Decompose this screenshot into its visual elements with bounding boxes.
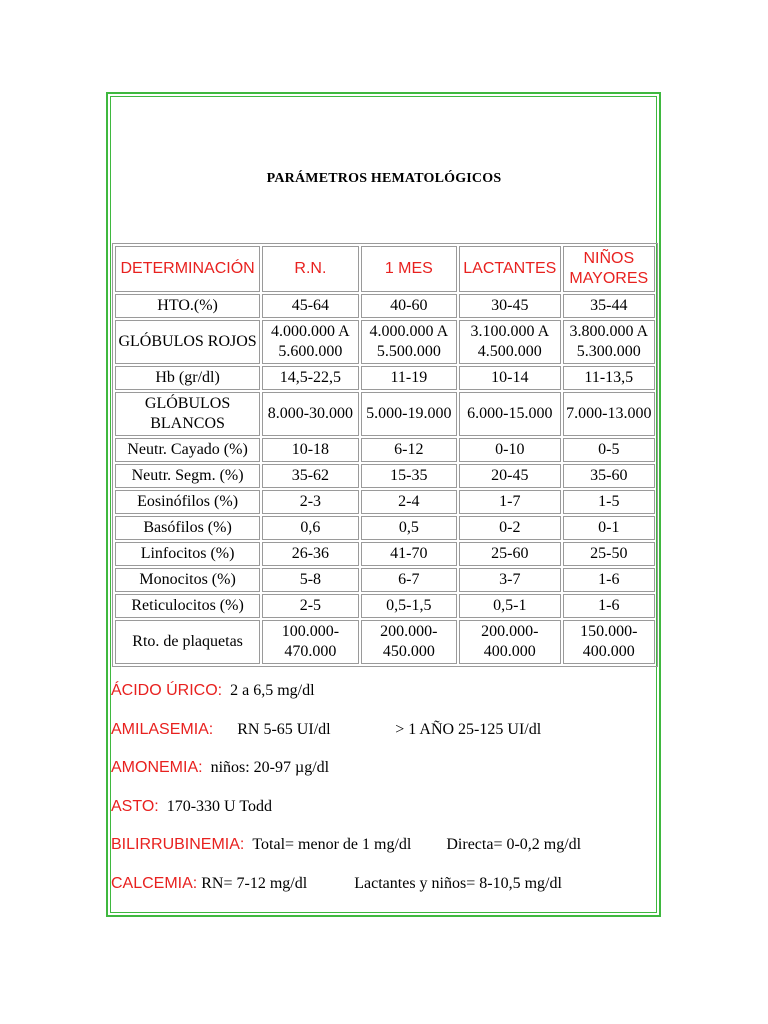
table-cell: 35-62	[262, 464, 358, 488]
note-acido-urico	[111, 681, 651, 701]
table-cell: 10-14	[459, 366, 561, 390]
table-cell: 5.000-19.000	[361, 392, 457, 436]
table-row	[115, 464, 655, 488]
table-row	[115, 366, 655, 390]
table-cell: 35-44	[563, 294, 655, 318]
table-row	[115, 294, 655, 318]
table-row	[115, 568, 655, 592]
note-label: ASTO:	[111, 797, 159, 815]
table-cell: 3.800.000 A 5.300.000	[563, 320, 655, 364]
header-lactantes: LACTANTES	[459, 246, 561, 292]
table-cell: 0-2	[459, 516, 561, 540]
table-cell: 1-5	[563, 490, 655, 514]
table-cell: 25-50	[563, 542, 655, 566]
note-label: CALCEMIA:	[111, 874, 198, 892]
note-amonemia	[111, 758, 651, 778]
note-value: 170-330 U Todd	[166, 797, 272, 815]
note-value: Total= menor de 1 mg/dl	[252, 836, 412, 853]
row-label: GLÓBULOS BLANCOS	[115, 392, 260, 436]
note-asto	[111, 797, 651, 817]
table-cell: 0,5-1,5	[361, 594, 457, 618]
table-row	[115, 620, 655, 664]
table-cell: 0,5-1	[459, 594, 561, 618]
table-row	[115, 490, 655, 514]
note-bilirrubinemia	[111, 835, 651, 855]
row-label: Neutr. Cayado (%)	[115, 438, 260, 462]
page-title: PARÁMETROS HEMATOLÓGICOS	[266, 171, 502, 186]
note-label: ÁCIDO ÚRICO:	[111, 682, 223, 699]
table-cell: 45-64	[262, 294, 358, 318]
table-cell: 4.000.000 A 5.500.000	[361, 320, 457, 364]
header-1-mes: 1 MES	[361, 246, 457, 292]
table-row	[115, 392, 655, 436]
note-value: 2 a 6,5 mg/dl	[230, 682, 315, 699]
table-cell: 6.000-15.000	[459, 392, 561, 436]
table-cell: 41-70	[361, 542, 457, 566]
table-row	[115, 516, 655, 540]
row-label: HTO.(%)	[115, 294, 260, 318]
table-cell: 26-36	[262, 542, 358, 566]
table-row	[115, 542, 655, 566]
table-cell: 0,6	[262, 516, 358, 540]
header-determinacion: DETERMINACIÓN	[115, 246, 260, 292]
row-label: Hb (gr/dl)	[115, 366, 260, 390]
table-cell: 0-1	[563, 516, 655, 540]
table-cell: 5-8	[262, 568, 358, 592]
table-cell: 20-45	[459, 464, 561, 488]
note-value: Directa= 0-0,2 mg/dl	[446, 836, 582, 853]
table-cell: 200.000-450.000	[361, 620, 457, 664]
row-label: Reticulocitos (%)	[115, 594, 260, 618]
table-cell: 11-13,5	[563, 366, 655, 390]
hematology-table	[112, 243, 658, 667]
table-cell: 2-5	[262, 594, 358, 618]
table-cell: 3.100.000 A 4.500.000	[459, 320, 561, 364]
row-label: Linfocitos (%)	[115, 542, 260, 566]
note-label: BILIRRUBINEMIA:	[111, 836, 245, 853]
table-cell: 1-6	[563, 568, 655, 592]
table-cell: 7.000-13.000	[563, 392, 655, 436]
reference-notes	[111, 681, 651, 912]
row-label: Eosinófilos (%)	[115, 490, 260, 514]
table-row	[115, 594, 655, 618]
table-cell: 6-7	[361, 568, 457, 592]
table-cell: 0-10	[459, 438, 561, 462]
row-label: Monocitos (%)	[115, 568, 260, 592]
table-cell: 25-60	[459, 542, 561, 566]
table-cell: 35-60	[563, 464, 655, 488]
note-amilasemia	[111, 720, 651, 740]
header-ninos-mayores: NIÑOS MAYORES	[563, 246, 655, 292]
note-value: > 1 AÑO 25-125 UI/dl	[395, 720, 542, 738]
table-cell: 6-12	[361, 438, 457, 462]
table-cell: 2-3	[262, 490, 358, 514]
table-cell: 2-4	[361, 490, 457, 514]
table-cell: 1-7	[459, 490, 561, 514]
note-label: AMILASEMIA:	[111, 720, 214, 738]
table-cell: 15-35	[361, 464, 457, 488]
table-cell: 11-19	[361, 366, 457, 390]
note-label: AMONEMIA:	[111, 759, 203, 776]
note-value: RN 5-65 UI/dl	[237, 720, 331, 738]
table-cell: 3-7	[459, 568, 561, 592]
note-value: niños: 20-97 µg/dl	[210, 759, 330, 776]
table-cell: 40-60	[361, 294, 457, 318]
table-cell: 8.000-30.000	[262, 392, 358, 436]
table-cell: 4.000.000 A 5.600.000	[262, 320, 358, 364]
table-cell: 10-18	[262, 438, 358, 462]
table-cell: 14,5-22,5	[262, 366, 358, 390]
note-value: Lactantes y niños= 8-10,5 mg/dl	[354, 874, 562, 892]
table-cell: 30-45	[459, 294, 561, 318]
row-label: Basófilos (%)	[115, 516, 260, 540]
table-cell: 150.000-400.000	[563, 620, 655, 664]
table-row	[115, 320, 655, 364]
header-rn: R.N.	[262, 246, 358, 292]
row-label: Rto. de plaquetas	[115, 620, 260, 664]
table-row	[115, 438, 655, 462]
table-cell: 200.000-400.000	[459, 620, 561, 664]
table-cell: 0,5	[361, 516, 457, 540]
table-cell: 0-5	[563, 438, 655, 462]
note-calcemia	[111, 874, 651, 894]
row-label: Neutr. Segm. (%)	[115, 464, 260, 488]
table-cell: 100.000-470.000	[262, 620, 358, 664]
note-value: RN= 7-12 mg/dl	[201, 874, 308, 892]
row-label: GLÓBULOS ROJOS	[115, 320, 260, 364]
table-cell: 1-6	[563, 594, 655, 618]
